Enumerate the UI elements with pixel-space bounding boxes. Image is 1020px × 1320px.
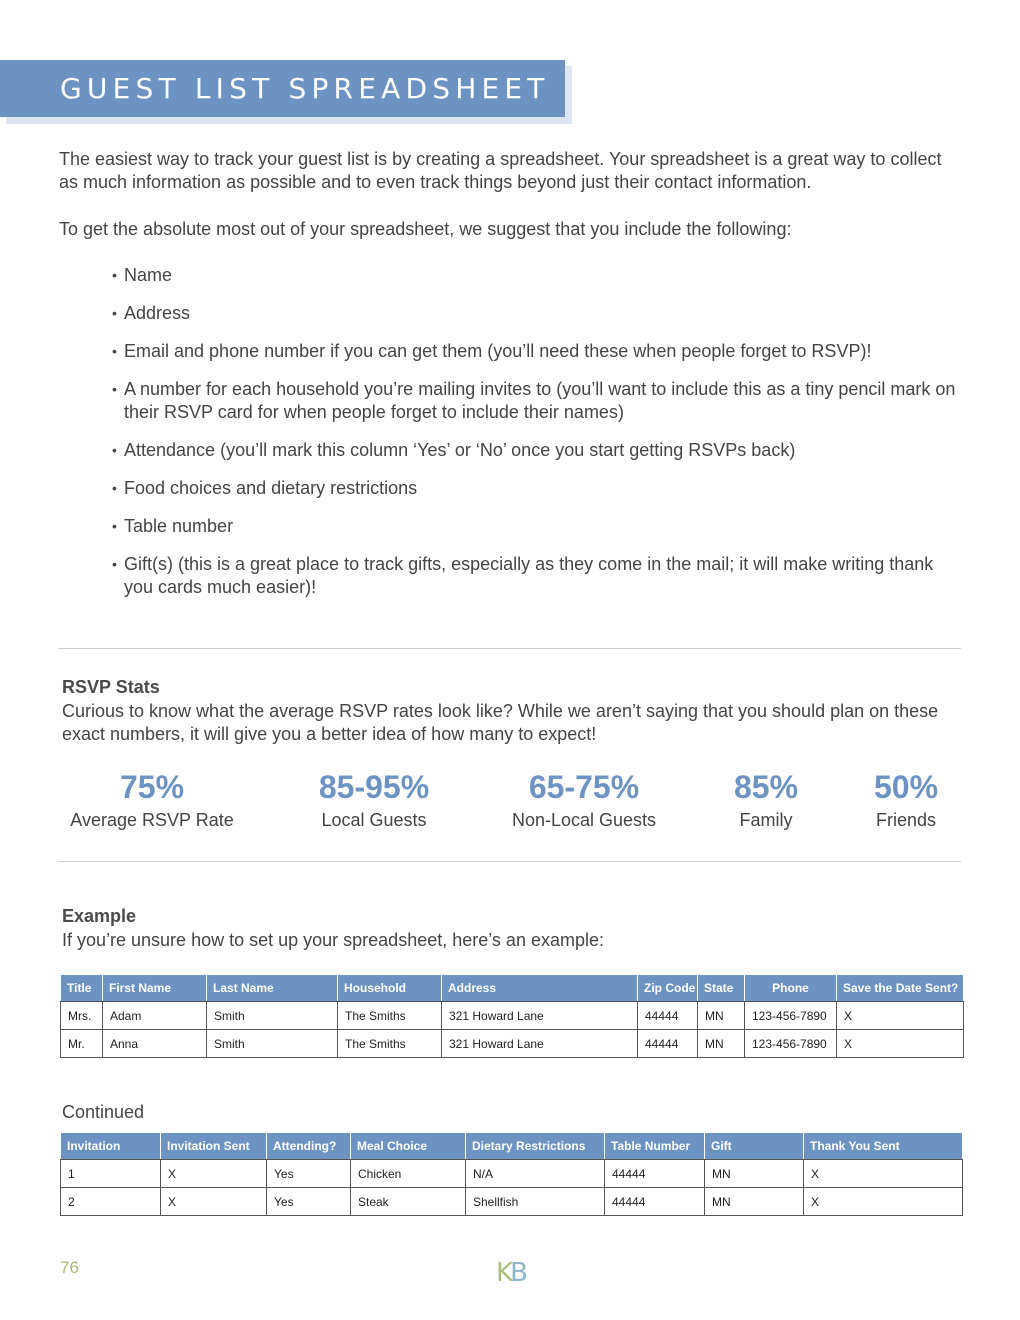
column-header: Meal Choice — [351, 1133, 466, 1160]
stat-label: Local Guests — [321, 810, 427, 830]
bullet-icon: • — [112, 442, 117, 458]
table-cell: MN — [705, 1188, 804, 1216]
table-cell: 321 Howard Lane — [442, 1030, 638, 1058]
table-cell: 123-456-7890 — [745, 1030, 837, 1058]
include-list — [112, 264, 962, 614]
example-table-contacts — [60, 974, 964, 1058]
page-title: GUEST LIST SPREADSHEET — [60, 72, 550, 105]
table-cell: The Smiths — [338, 1002, 442, 1030]
list-item: • Attendance (you’ll mark this column ‘Yes’ or ‘No’ once you start getting RSVPs back) — [112, 440, 796, 460]
stat-average-rsvp — [70, 768, 233, 831]
table-cell: X — [161, 1188, 267, 1216]
divider — [58, 861, 961, 862]
column-header: Thank You Sent — [804, 1133, 963, 1160]
kb-logo: KB — [496, 1258, 525, 1288]
table-cell: Smith — [207, 1030, 338, 1058]
table-cell: 44444 — [605, 1160, 705, 1188]
bullet-icon: • — [112, 267, 117, 283]
list-item: • Address — [112, 303, 191, 323]
table-cell: MN — [698, 1002, 745, 1030]
stat-friends — [874, 768, 938, 831]
stat-value: 65-75% — [528, 769, 640, 805]
page-number: 76 — [60, 1258, 79, 1277]
column-header: First Name — [103, 975, 207, 1002]
list-item: • Email and phone number if you can get them (you’ll need these when people forget to RSVP)! — [112, 341, 872, 361]
table-cell: X — [837, 1030, 964, 1058]
column-header: Save the Date Sent? — [837, 975, 964, 1002]
column-header: Household — [338, 975, 442, 1002]
column-header: State — [698, 975, 745, 1002]
table-cell: Mrs. — [61, 1002, 103, 1030]
table-cell: N/A — [466, 1160, 605, 1188]
example-text: If you’re unsure how to set up your spreadsheet, here’s an example: — [62, 930, 604, 950]
column-header: Zip Code — [638, 975, 698, 1002]
bullet-icon: • — [112, 518, 117, 534]
table-cell: MN — [705, 1160, 804, 1188]
column-header: Gift — [705, 1133, 804, 1160]
column-header: Address — [442, 975, 638, 1002]
list-item: • Gift(s) (this is a great place to track gifts, especially as they come in the mail; it will make writing thank you cards much easier)! — [112, 554, 934, 597]
column-header: Invitation Sent — [161, 1133, 267, 1160]
list-item: • A number for each household you’re mailing invites to (you’ll want to include this as a tiny pencil mark on their RSVP card for when people forget to include their names) — [112, 379, 956, 422]
table-cell: 321 Howard Lane — [442, 1002, 638, 1030]
table-cell: 44444 — [638, 1002, 698, 1030]
stat-value: 50% — [873, 769, 939, 805]
example-table-rsvp — [60, 1132, 963, 1216]
table-cell: X — [804, 1188, 963, 1216]
table-cell: Anna — [103, 1030, 207, 1058]
column-header: Invitation — [61, 1133, 161, 1160]
stat-non-local-guests — [512, 768, 656, 831]
stat-value: 85-95% — [318, 769, 430, 805]
stat-label: Friends — [875, 810, 937, 830]
table-cell: The Smiths — [338, 1030, 442, 1058]
rsvp-stats-text: Curious to know what the average RSVP rates look like? While we aren’t saying that you should plan on these exact numbers, it will give you a better idea of how many to expect! — [62, 701, 939, 744]
bullet-icon: • — [112, 480, 117, 496]
column-header: Dietary Restrictions — [466, 1133, 605, 1160]
table-cell: Yes — [267, 1160, 351, 1188]
stat-local-guests — [319, 768, 429, 831]
table-header-row — [61, 1133, 963, 1160]
bullet-icon: • — [112, 556, 117, 572]
continued-label: Continued — [62, 1102, 145, 1122]
table-row — [61, 1030, 964, 1058]
column-header: Title — [61, 975, 103, 1002]
example-title: Example — [62, 906, 137, 926]
table-row — [61, 1160, 963, 1188]
stat-family — [734, 768, 798, 831]
table-header-row — [61, 975, 964, 1002]
intro-paragraph: The easiest way to track your guest list is by creating a spreadsheet. Your spreadsheet is a great way to collect as much information as possible and to even track things beyond just their contact information. — [59, 149, 942, 192]
table-cell: X — [837, 1002, 964, 1030]
table-row — [61, 1188, 963, 1216]
table-cell: Adam — [103, 1002, 207, 1030]
table-cell: Shellfish — [466, 1188, 605, 1216]
bullet-icon: • — [112, 305, 117, 321]
list-item: • Food choices and dietary restrictions — [112, 478, 418, 498]
table-cell: Mr. — [61, 1030, 103, 1058]
stat-value: 75% — [119, 769, 185, 805]
column-header: Table Number — [605, 1133, 705, 1160]
table-cell: Yes — [267, 1188, 351, 1216]
table-cell: 1 — [61, 1160, 161, 1188]
table-cell: MN — [698, 1030, 745, 1058]
table-cell: Smith — [207, 1002, 338, 1030]
bullet-icon: • — [112, 381, 117, 397]
column-header: Last Name — [207, 975, 338, 1002]
column-header: Phone — [745, 975, 837, 1002]
rsvp-stats-title: RSVP Stats — [62, 677, 160, 697]
column-header: Attending? — [267, 1133, 351, 1160]
stat-label: Average RSVP Rate — [70, 810, 234, 830]
stat-value: 85% — [733, 769, 799, 805]
table-row — [61, 1002, 964, 1030]
table-cell: 2 — [61, 1188, 161, 1216]
table-cell: Chicken — [351, 1160, 466, 1188]
table-cell: 123-456-7890 — [745, 1002, 837, 1030]
stat-label: Family — [739, 810, 793, 830]
intro-suggestion: To get the absolute most out of your spreadsheet, we suggest that you include the following: — [59, 219, 792, 239]
table-cell: X — [161, 1160, 267, 1188]
table-cell: Steak — [351, 1188, 466, 1216]
bullet-icon: • — [112, 343, 117, 359]
list-item: • Table number — [112, 516, 234, 536]
list-item: • Name — [112, 265, 173, 285]
table-cell: X — [804, 1160, 963, 1188]
table-cell: 44444 — [638, 1030, 698, 1058]
stat-label: Non-Local Guests — [511, 810, 657, 830]
table-cell: 44444 — [605, 1188, 705, 1216]
divider — [58, 648, 961, 649]
